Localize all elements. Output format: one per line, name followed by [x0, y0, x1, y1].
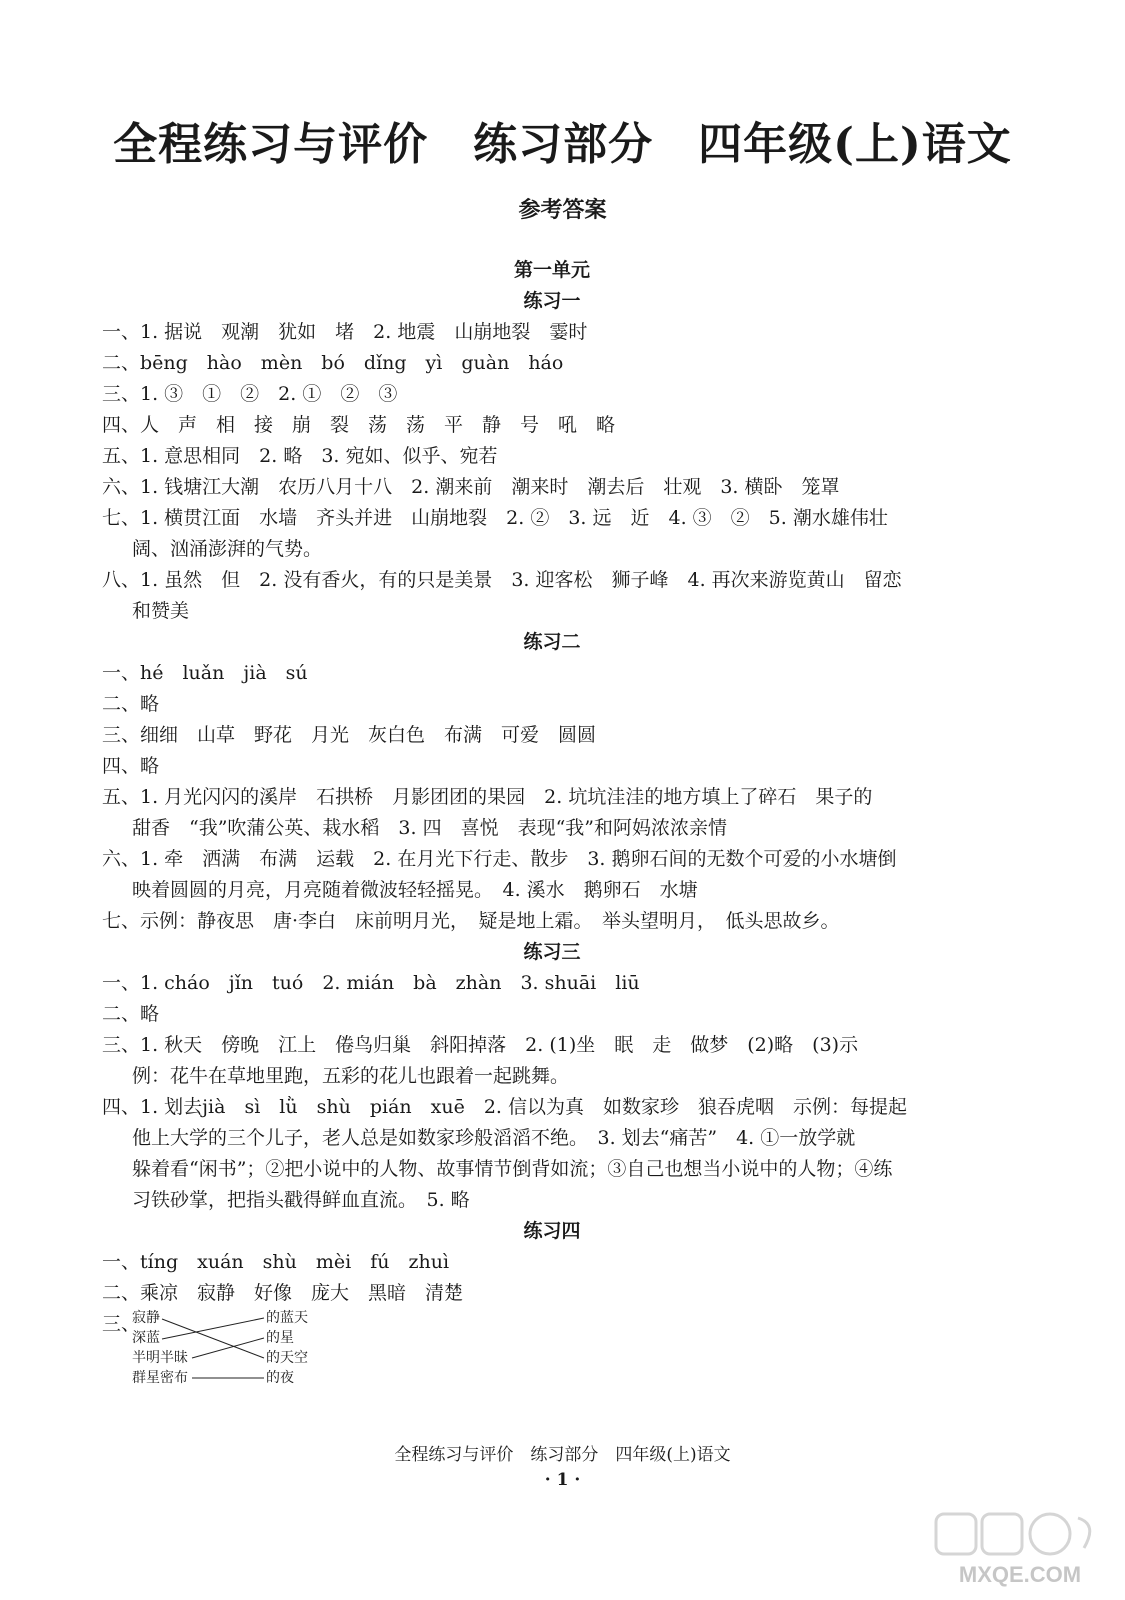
page-number: · 1 · [544, 1470, 581, 1490]
matching-left-item: 半明半昧 [132, 1350, 188, 1366]
matching-left-item: 群星密布 [132, 1370, 188, 1386]
answer-line: 七、示例：静夜思 唐·李白 床前明月光， 疑是地上霜。 举头望明月， 低头思故乡。 [102, 910, 840, 932]
section-exercise-3 [102, 937, 1002, 1216]
page-title: 全程练习与评价 练习部分 四年级(上)语文 [113, 119, 1012, 170]
section-exercise-2 [102, 627, 1002, 937]
answer-line: 六、1. 钱塘江大潮 农历八月十八 2. 潮来前 潮来时 潮去后 壮观 3. 横卧 笼罩 [102, 476, 840, 498]
match-line [192, 1338, 264, 1358]
matching-right-item: 的星 [266, 1330, 294, 1346]
answer-line: 二、bēng hào mèn bó dǐng yì guàn háo [102, 352, 564, 374]
matching-exercise [102, 1309, 1002, 1395]
section-exercise-4 [102, 1216, 1002, 1395]
matching-lines [102, 1309, 342, 1395]
answer-line: 躲着看“闲书”；②把小说中的人物、故事情节倒背如流；③自己也想当小说中的人物；④练 [132, 1158, 893, 1180]
answer-line: 二、乘凉 寂静 好像 庞大 黑暗 清楚 [102, 1282, 464, 1304]
answer-line: 和赞美 [132, 600, 190, 622]
watermark-logo [928, 1508, 1108, 1590]
answer-line: 四、人 声 相 接 崩 裂 荡 荡 平 静 号 吼 略 [102, 414, 616, 436]
matching-right-item: 的蓝天 [266, 1310, 308, 1326]
section-heading: 练习四 [523, 1220, 581, 1242]
answer-line: 甜香 “我”吹蒲公英、栽水稻 3. 四 喜悦 表现“我”和阿妈浓浓亲情 [132, 817, 728, 839]
matching-left-item: 深蓝 [132, 1330, 160, 1346]
answer-line: 习铁砂掌，把指头戳得鲜血直流。 5. 略 [132, 1189, 470, 1211]
answer-line: 一、hé luǎn jià sú [102, 662, 308, 684]
watermark-text: MXQE.COM [958, 1562, 1082, 1587]
matching-right-item: 的夜 [266, 1370, 294, 1386]
matching-label: 三、 [102, 1313, 141, 1335]
answer-line: 五、1. 月光闪闪的溪岸 石拱桥 月影团团的果园 2. 坑坑洼洼的地方填上了碎石 果子的 [102, 786, 873, 808]
page-subtitle: 参考答案 [518, 197, 607, 223]
answer-line: 六、1. 牵 洒满 布满 运载 2. 在月光下行走、散步 3. 鹅卵石间的无数个可爱的小水塘倒 [102, 848, 897, 870]
page-footer: 全程练习与评价 练习部分 四年级(上)语文 [394, 1445, 731, 1465]
answer-line: 四、略 [102, 755, 160, 777]
match-line [162, 1318, 264, 1339]
answer-line: 五、1. 意思相同 2. 略 3. 宛如、似乎、宛若 [102, 445, 498, 467]
answer-line: 三、细细 山草 野花 月光 灰白色 布满 可爱 圆圆 [102, 724, 597, 746]
answer-line: 一、1. 据说 观潮 犹如 堵 2. 地震 山崩地裂 霎时 [102, 321, 588, 343]
answer-line: 二、略 [102, 693, 160, 715]
answer-content [102, 255, 1002, 1395]
matching-right-item: 的天空 [266, 1350, 308, 1366]
section-exercise-1 [102, 286, 1002, 627]
section-heading: 练习一 [523, 290, 581, 312]
answer-line: 映着圆圆的月亮，月亮随着微波轻轻摇晃。 4. 溪水 鹅卵石 水塘 [132, 879, 698, 901]
answer-line: 八、1. 虽然 但 2. 没有香火，有的只是美景 3. 迎客松 狮子峰 4. 再次来游览黄山 留恋 [102, 569, 902, 591]
answer-line: 四、1. 划去jià sì lǜ shù pián xuē 2. 信以为真 如数家珍 狼吞虎咽 示例：每提起 [102, 1096, 907, 1118]
answer-line: 七、1. 横贯江面 水墙 齐头并进 山崩地裂 2. ② 3. 远 近 4. ③ ② 5. 潮水雄伟壮 [102, 507, 888, 529]
unit-heading: 第一单元 [513, 259, 590, 281]
answer-line: 三、1. 秋天 傍晚 江上 倦鸟归巢 斜阳掉落 2. (1)坐 眠 走 做梦 (2)略 (3)示 [102, 1034, 859, 1056]
answer-line: 一、1. cháo jǐn tuó 2. mián bà zhàn 3. shuāi liū [102, 972, 640, 994]
section-heading: 练习三 [523, 941, 581, 963]
answer-line: 例：花牛在草地里跑，五彩的花儿也跟着一起跳舞。 [132, 1065, 570, 1087]
answer-line: 二、略 [102, 1003, 160, 1025]
answer-line: 他上大学的三个儿子，老人总是如数家珍般滔滔不绝。 3. 划去“痛苦” 4. ①一放学就 [132, 1127, 856, 1149]
section-heading: 练习二 [523, 631, 581, 653]
answer-line: 三、1. ③ ① ② 2. ① ② ③ [102, 383, 398, 405]
matching-left-item: 寂静 [132, 1310, 160, 1326]
answer-line: 一、tíng xuán shù mèi fú zhuì [102, 1251, 450, 1273]
answer-line: 阔、汹涌澎湃的气势。 [132, 538, 323, 560]
